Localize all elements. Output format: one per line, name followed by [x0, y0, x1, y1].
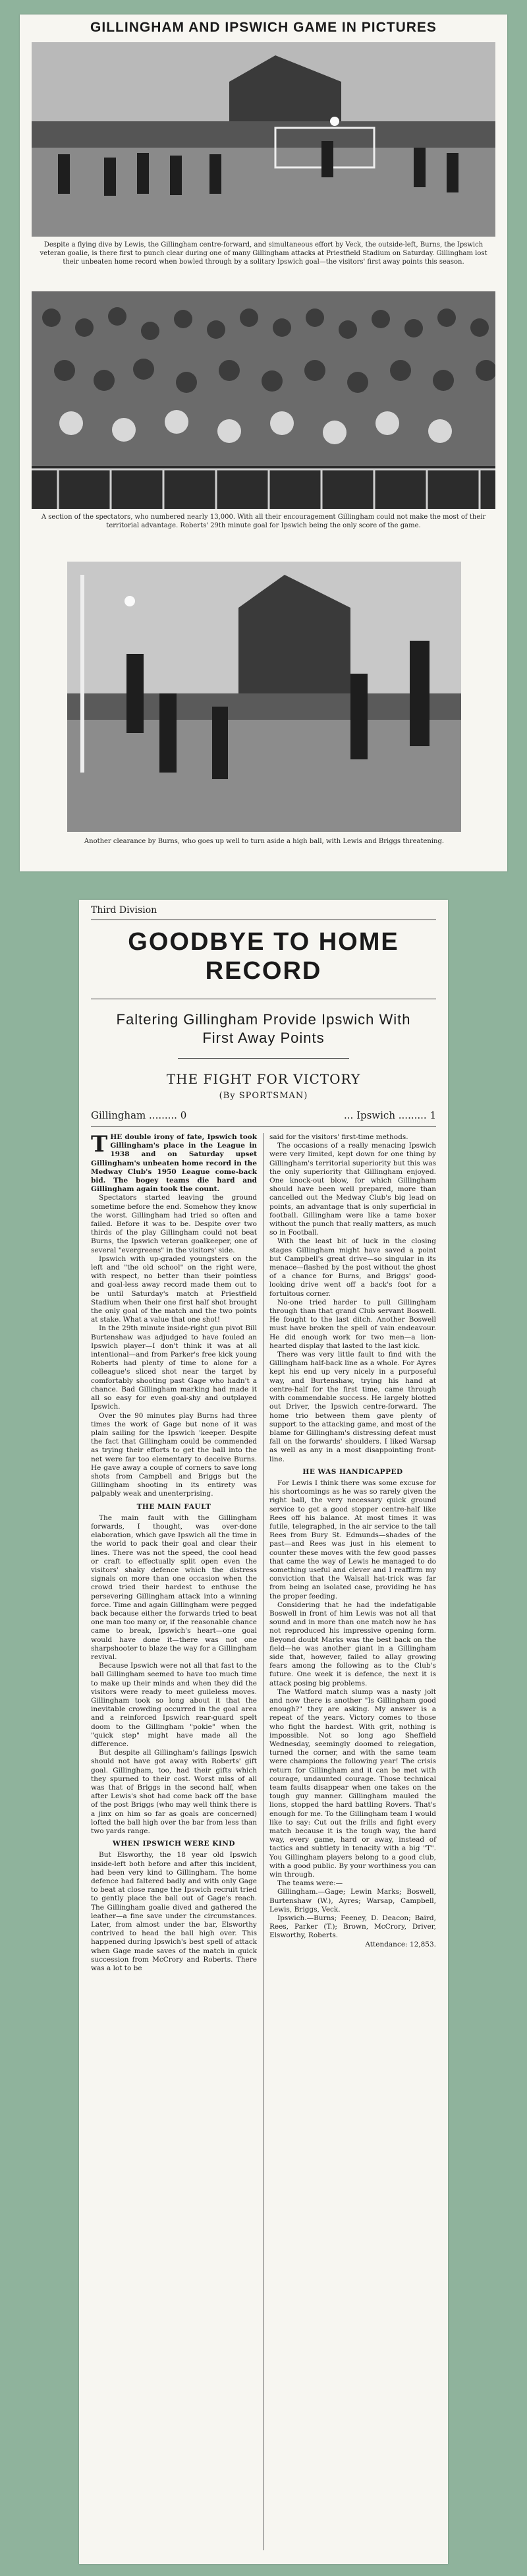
photo-spread-header: GILLINGHAM AND IPSWICH GAME IN PICTURES [90, 20, 437, 35]
attendance: Attendance: 12,853. [365, 1940, 436, 1948]
paragraph: The Watford match slump was a nasty jolt and now there is another "Is Gillingham good enough?" they are asking. My answer is a repeat of the years. Victory comes to those who fight the hardest. With grit, nothing is impossible. Not so long ago Sheffield Wednesday, seemingly doomed to relegation, turned the corner, and with the same team were champions the following year! The crisis return for Gillingham and it can be met with courage, undaunted courage. Those technical team faults disappear when one takes on the tough guy manner. Gillingham mauled the lions, stopped the hard battling Rovers. That's enough for me. To the Gillingham team I would like to say: Cut out the frills and fight every match because it is the tough way, the hard way, every game, hard or away, instead of tactics and subtlety in tenacity with a big "T". You Gillingham players belong to a good club, with a good public. By your worthiness you can win through. [269, 1687, 436, 1879]
paragraph: With the least bit of luck in the closing stages Gillingham might have saved a point but Campbell's great drive—so singular in its menace—flashed by the post without the ghost of a chance for Burns, and Briggs' good-looking drive went off a back's foot for a fortuitous corner. [269, 1237, 436, 1298]
paragraph: Ipswich with up-graded youngsters on the left and "the old school" on the right were, with respect, no better than their pointless and goal-less away record made them out to be until Saturday's match at Priestfield Stadium when their one first half shot brought the only goal of the match and the two points at stake. What a value that one shot! [91, 1254, 257, 1324]
home-score: 0 [180, 1109, 187, 1121]
column-divider [263, 1133, 264, 2550]
headline: GOODBYE TO HOME RECORD [128, 928, 399, 985]
clearance-scene-image [67, 562, 461, 832]
match-photo-clearance [67, 562, 461, 832]
paragraph: For Lewis I think there was some excuse for his shortcomings as he was so rarely given the right ball, the very necessary quick ground service to get a good stopper centre-half like Rees off his balance. At most times it was futile, telegraphed, in the air service to the tall Rees from Bury St. Edmunds—shades of the past—and Rees was just in his element to counter these moves with the few good passes that came the way of Lewis he managed to do something useful and clever and I reaffirm my conviction that the Walsall hat-trick was far from being an isolated case, providing he has the proper feeding. [269, 1478, 436, 1600]
match-photo-goalmouth [32, 42, 495, 237]
lead-paragraph: THE double irony of fate, Ipswich took Gillingham's place in the League in 1938 and on Saturday upset Gillingham's unbeaten home record in the Medway Club's 1950 League come-back bid. The bogey teams die hard and Gillingham again took the count. [91, 1131, 257, 1194]
paragraph: No-one tried harder to pull Gillingham through than that grand Club servant Boswell. He fought to the last ditch. Another Boswell must have broken the spell of vain endeavour. He did enough work for two men—a lion-hearted display that lasted to the last kick. [269, 1298, 436, 1350]
score-line: Gillingham ......... 0 ... Ipswich ......... 1 [91, 1109, 436, 1121]
teams-intro: The teams were:— [277, 1879, 343, 1888]
paragraph: But Elsworthy, the 18 year old Ipswich inside-left both before and after this incident, had been very kind to Gillingham. The home defence had faltered badly and with only Gage to beat at close range the Ipswich recruit tried to gently place the ball out of Gage's reach. The Gillingham goalie dived and gathered the leather—a fine save under the circumstances. Later, from almost under the bar, Elsworthy contrived to head the ball high over. This happened during Ipswich's best spell of attack when Gage made saves of the match in quick succession from McCrory and Roberts. There was a lot to be [91, 1851, 257, 1973]
photo-caption-clearance: Another clearance by Burns, who goes up well to turn aside a high ball, with Lewis and Briggs threatening. [84, 838, 445, 845]
away-score: 1 [430, 1109, 436, 1121]
paragraph: Spectators started leaving the ground sometime before the end. Somehow they know the worst. Gillingham had tried so often and failed. Before it was to be. Despite over two thirds of the play Gillingham could not beat Burns, the Ipswich veteran goalkeeper, one of several "evergreens" in the visitors' side. [91, 1194, 257, 1254]
photo-caption-goalmouth: Despite a flying dive by Lewis, the Gillingham centre-forward, and simultaneous effort by Veck, the outside-left, Burns, the Ipswich veteran goalie, is there first to punch clear during one of many Gillingham attacks at Priestfield Stadium on Saturday. Gillingham lost their unbeaten home record when bowled through by a solitary Ipswich goal—the visitors' first away points this season. [40, 241, 487, 266]
article-card [79, 900, 448, 2564]
feature-title: THE FIGHT FOR VICTORY [166, 1071, 361, 1087]
section-label: Third Division [91, 905, 157, 916]
subheading: HE WAS HANDICAPPED [302, 1467, 403, 1476]
paragraph: said for the visitors' first-time methods. [269, 1133, 408, 1141]
paragraph: But despite all Gillingham's failings Ipswich should not have got away with Roberts' gift goal. Gillingham, too, had their gifts which they spurned to their cost. Worst miss of all was that of Briggs in the second half, when after Lewis's shot had come back off the base of the post Briggs (who may well think there is a jinx on him so far as goals are concerned) lofted the ball high over the bar from less than two yards range. [91, 1749, 257, 1836]
goalmouth-scene-image [32, 42, 495, 237]
team-lineup-away: Ipswich.—Burns; Feeney, D. Deacon; Baird, Rees, Parker (T.); Brown, McCrory, Driver, Elsworthy, Roberts. [269, 1914, 436, 1940]
subheading: WHEN IPSWICH WERE KIND [113, 1840, 235, 1848]
byline: (By SPORTSMAN) [219, 1091, 308, 1101]
paragraph: Because Ipswich were not all that fast to the ball Gillingham seemed to have too much time to make up their minds and when they did the visitors were ready to meet guileless moves. Gillingham took so long about it that the inevitable crowding occurred in the goal area and a reinforced Ipswich rear-guard spelt doom to the Gillingham "pokie" when the "quick step" might have made all the difference. [91, 1662, 257, 1749]
paragraph: The main fault with the Gillingham forwards, I thought, was over-done elaboration, which gave Ipswich all the time in the world to pack their goal and clear their lines. There was not the speed, the cool head or craft to effectually split open even the visitors' shaky defence which the distress signals on more than one occasion when the crowd tried their hardest to enthuse the persevering Gillingham attack into a winning force. Time and again Gillingham were pegged back because either the forwards tried to beat one man too many or, if the reasonable chance came to break, Ipswich's heart—one goal would have done it—there was not one sharpshooter to blaze the way for a Gillingham revival. [91, 1513, 257, 1661]
crowd-photo [32, 291, 495, 509]
away-team: Ipswich [356, 1109, 395, 1121]
paragraph: Considering that he had the indefatigable Boswell in front of him Lewis was not all that sound and in more than one match now he has not reproduced his impressive opening form. Beyond doubt Marks was the best back on the field—he was another giant in a Gillingham side that, however, failed to allay growing fears among the following as to the Club's future. One week it is defence, the next it is attack posing big problems. [269, 1600, 436, 1687]
paragraph: In the 29th minute inside-right gun pivot Bill Burtenshaw was adjudged to have fouled an Ipswich player—I don't think it was at all intentional—and from Parker's free kick young Roberts had plenty of time to alone for a colleague's sliced shot near the target by comfortably shooting past Gage who hadn't a chance. Bad Gillingham marking had made it all so easy for even goal-shy and outplayed Ipswich. [91, 1324, 257, 1411]
subheading: THE MAIN FAULT [136, 1502, 211, 1511]
paragraph: There was very little fault to find with the Gillingham half-back line as a whole. For Ayres kept his end up very nicely in a purposeful way, and Burtenshaw, trying his hand at centre-half for the first time, came through with commendable success. He largely blotted out Driver, the Ipswich centre-forward. The home trio between them gave plenty of support to the attacking game, and most of the blame for Gillingham's distressing defeat must fall on the forwards' shoulders. I liked Warsap as well as any in a most disappointing front-line. [269, 1351, 436, 1463]
paragraph: The occasions of a really menacing Ipswich were very limited, kept down for one thing by Gillingham's territorial superiority but this was the only superiority that Gillingham enjoyed. One knock-out blow, for which Gillingham should have been well prepared, more than cancelled out the Medway Club's big lead on points, an advantage that is only superficial in football. Gillingham were like a tame boxer without the punch that really matters, as much so in Football. [269, 1142, 436, 1237]
team-lineup-home: Gillingham.—Gage; Lewin Marks; Boswell, Burtenshaw (W.), Ayres; Warsap, Campbell, Lewis, Briggs, Veck. [269, 1888, 436, 1914]
paragraph: Over the 90 minutes play Burns had three times the work of Gage but none of it was plain sailing for the Ipswich 'keeper. Despite the fact that Gillingham could be commended as trying their efforts to get the ball into the net were far too elementary to deceive Burns. He gave away a couple of corners to save long shots from Campbell and Briggs but the Gillingham shooting in its entirety was palpably weak and unenterprising. [91, 1411, 257, 1498]
crowd-scene-image [32, 291, 495, 509]
article-column-right [269, 1133, 436, 1949]
home-team: Gillingham [91, 1109, 146, 1121]
photo-spread-card [20, 15, 507, 871]
subheadline: Faltering Gillingham Provide Ipswich With First Away Points [116, 1011, 411, 1046]
photo-caption-crowd: A section of the spectators, who numbered nearly 13,000. With all their encouragement Gillingham could not make the most of their territorial advantage. Roberts' 29th minute goal for Ipswich being the only score of the game. [41, 513, 486, 529]
article-column-left [91, 1133, 257, 1973]
subheadline-rule [178, 1058, 349, 1059]
